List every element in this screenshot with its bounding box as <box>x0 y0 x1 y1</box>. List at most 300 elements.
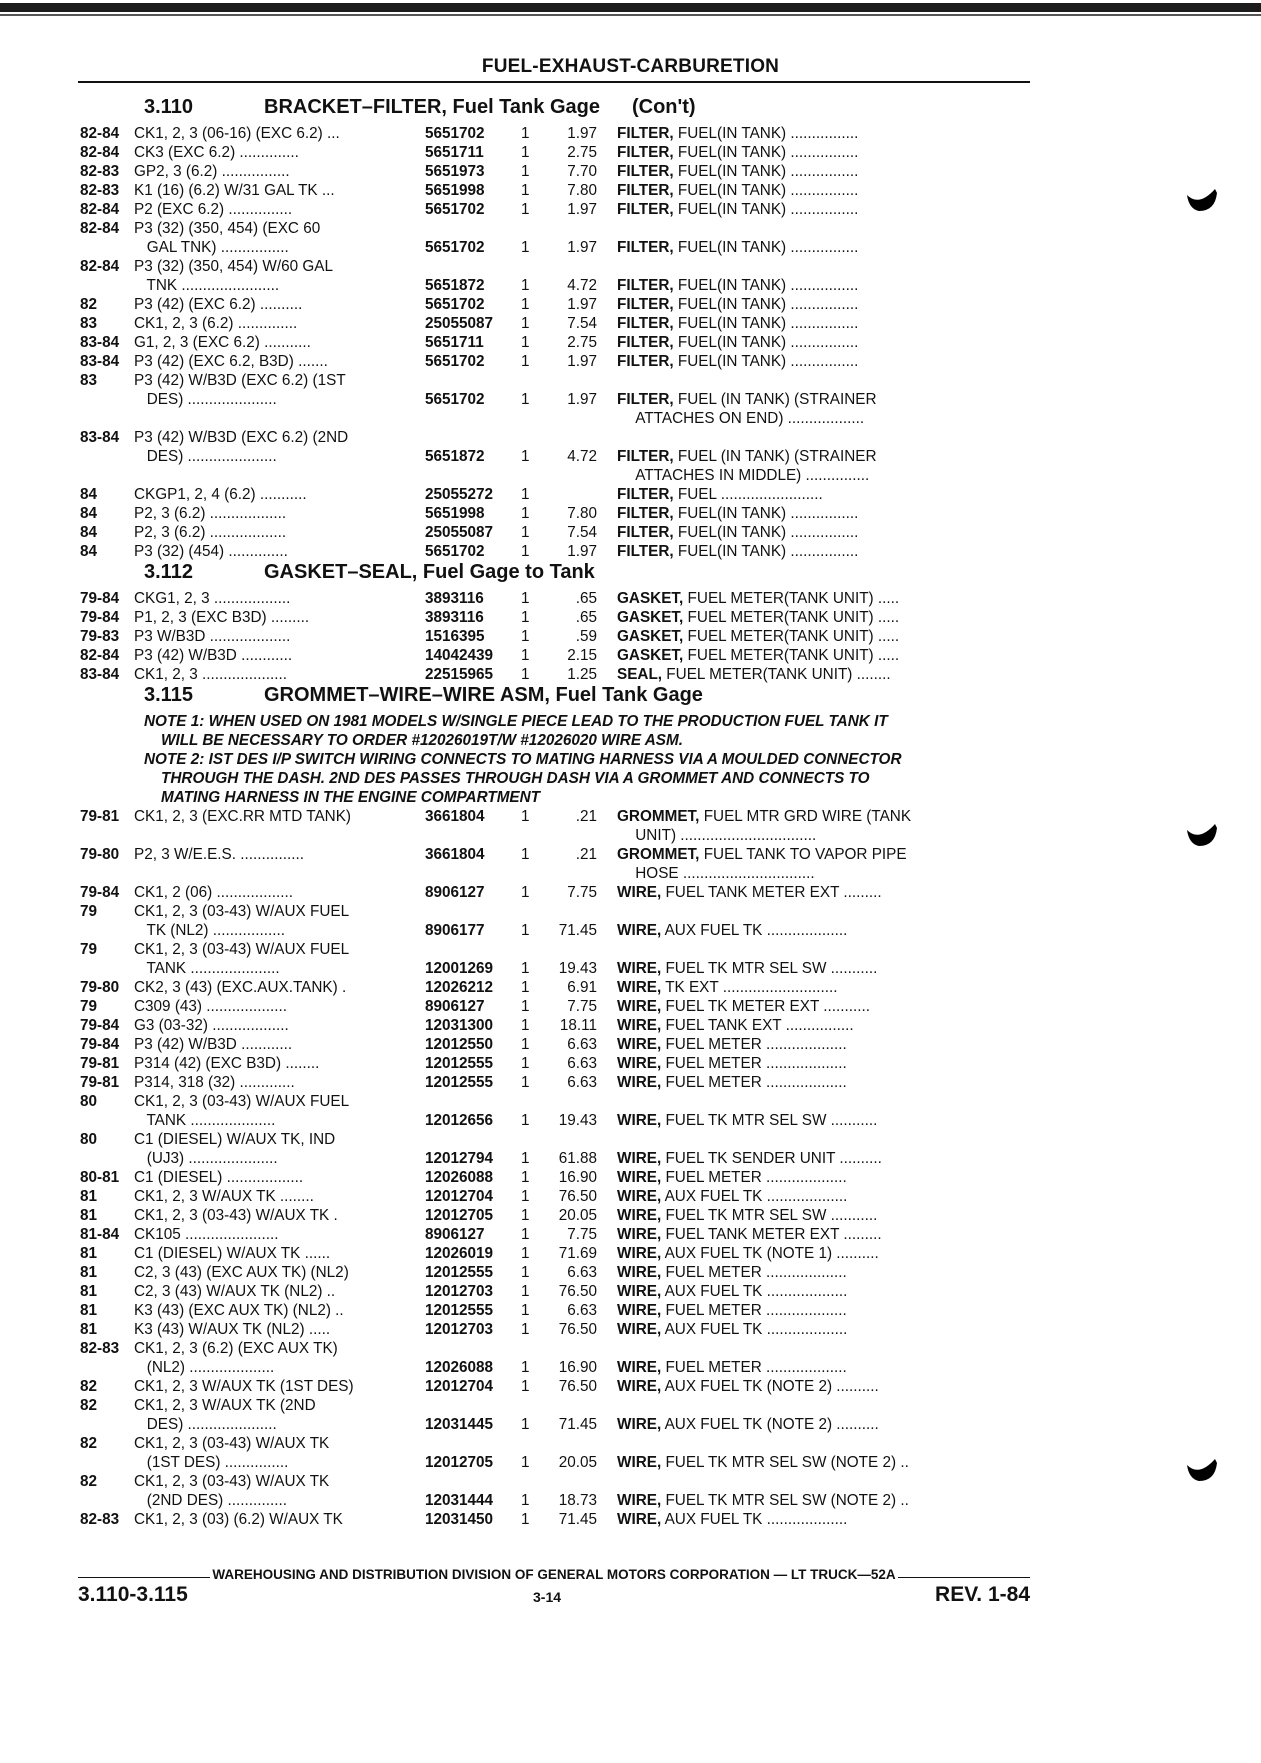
description-text: FUEL TANK METER EXT ......... <box>665 884 882 901</box>
description-label: WIRE, <box>617 1321 662 1338</box>
description-label: WIRE, <box>617 1454 662 1471</box>
table-row <box>80 143 1030 162</box>
model-years <box>80 1149 134 1168</box>
table-row <box>80 485 1030 504</box>
table-row <box>80 1339 1030 1358</box>
model-years <box>80 826 134 845</box>
part-number <box>425 428 507 447</box>
part-number: 12012704 <box>425 1378 494 1395</box>
description-label: GASKET, <box>617 628 684 645</box>
application: (UJ3) ..................... <box>134 1150 278 1167</box>
table-row <box>80 428 1030 447</box>
application: CK105 ...................... <box>134 1226 279 1243</box>
part-number: 12012705 <box>425 1454 494 1471</box>
part-number <box>425 257 507 276</box>
part-number: 5651998 <box>425 182 485 199</box>
application <box>134 826 425 845</box>
table-row <box>80 1073 1030 1092</box>
table-row <box>80 959 1030 978</box>
part-number <box>425 1396 507 1415</box>
description-label: FILTER, <box>617 486 674 503</box>
quantity <box>507 1472 547 1491</box>
description-label: FILTER, <box>617 277 674 294</box>
application: (NL2) .................... <box>134 1359 275 1376</box>
application <box>134 864 425 883</box>
application: CK1, 2, 3 (6.2) (EXC AUX TK) <box>134 1340 338 1357</box>
application: C2, 3 (43) W/AUX TK (NL2) .. <box>134 1283 336 1300</box>
application: P1, 2, 3 (EXC B3D) ......... <box>134 609 310 626</box>
price: 71.45 <box>558 1511 597 1528</box>
model-years: 81 <box>80 1264 98 1281</box>
description-label: WIRE, <box>617 960 662 977</box>
quantity: 1 <box>521 628 530 645</box>
price <box>547 902 617 921</box>
section-number: 3.110 <box>144 96 193 118</box>
section-continued: (Con't) <box>631 96 696 118</box>
quantity: 1 <box>521 1036 530 1053</box>
description <box>617 485 1030 504</box>
part-number <box>425 902 507 921</box>
price: 1.97 <box>567 353 597 370</box>
description <box>617 959 1030 978</box>
quantity: 1 <box>521 922 530 939</box>
description <box>617 162 1030 181</box>
description <box>617 826 1030 845</box>
quantity: 1 <box>521 315 530 332</box>
description-label: WIRE, <box>617 1511 662 1528</box>
table-row <box>80 1282 1030 1301</box>
model-years: 80 <box>80 1131 98 1148</box>
application: P3 (42) W/B3D ............ <box>134 1036 293 1053</box>
table-row <box>80 504 1030 523</box>
quantity: 1 <box>521 1207 530 1224</box>
footer-bottom <box>78 1583 1030 1607</box>
price: 16.90 <box>558 1359 597 1376</box>
description <box>617 1415 1030 1434</box>
part-number <box>425 1092 507 1111</box>
price: 1.97 <box>567 391 597 408</box>
footer-rule-right <box>898 1577 1030 1578</box>
application: DES) ..................... <box>134 448 277 465</box>
quantity: 1 <box>521 125 530 142</box>
description <box>617 1491 1030 1510</box>
price: 6.63 <box>567 1074 597 1091</box>
footer-text: WAREHOUSING AND DISTRIBUTION DIVISION OF GENERAL MOTORS CORPORATION — LT TRUCK—52A <box>212 1567 896 1582</box>
model-years: 82 <box>80 1435 98 1452</box>
table-row <box>80 1377 1030 1396</box>
table-row <box>80 1320 1030 1339</box>
price: 16.90 <box>558 1169 597 1186</box>
binder-tab-icon <box>1185 820 1219 850</box>
description-label: FILTER, <box>617 448 674 465</box>
section-heading <box>80 96 1030 124</box>
quantity: 1 <box>521 448 530 465</box>
application: GP2, 3 (6.2) ................ <box>134 163 290 180</box>
application: C1 (DIESEL) W/AUX TK, IND <box>134 1131 336 1148</box>
application: CK1, 2, 3 (6.2) .............. <box>134 315 298 332</box>
description-label: GROMMET, <box>617 846 700 863</box>
description-label: WIRE, <box>617 1207 662 1224</box>
description <box>617 1301 1030 1320</box>
quantity: 1 <box>521 1511 530 1528</box>
description <box>617 181 1030 200</box>
description <box>617 1073 1030 1092</box>
price: 6.63 <box>567 1302 597 1319</box>
price: 4.72 <box>567 277 597 294</box>
table-row <box>80 390 1030 409</box>
description <box>617 589 1030 608</box>
price: 6.63 <box>567 1055 597 1072</box>
quantity: 1 <box>521 201 530 218</box>
table-row <box>80 542 1030 561</box>
price: 7.54 <box>567 315 597 332</box>
model-years: 81 <box>80 1283 98 1300</box>
part-number <box>425 1472 507 1491</box>
table-row <box>80 295 1030 314</box>
price <box>547 409 617 428</box>
description-text: FUEL MTR GRD WIRE (TANK <box>703 808 912 825</box>
description-text: ATTACHES ON END) .................. <box>635 410 865 427</box>
application: CK1, 2, 3 (06-16) (EXC 6.2) ... <box>134 125 340 142</box>
price: 1.97 <box>567 543 597 560</box>
application: G1, 2, 3 (EXC 6.2) ........... <box>134 334 311 351</box>
description-text: AUX FUEL TK (NOTE 1) .......... <box>664 1245 879 1262</box>
table-row <box>80 1472 1030 1491</box>
description-label: FILTER, <box>617 543 674 560</box>
quantity: 1 <box>521 391 530 408</box>
application: TANK ..................... <box>134 960 280 977</box>
price: 20.05 <box>558 1454 597 1471</box>
application: TK (NL2) ................. <box>134 922 286 939</box>
price: 71.45 <box>558 1416 597 1433</box>
description-label: WIRE, <box>617 922 662 939</box>
quantity: 1 <box>521 960 530 977</box>
description-label: WIRE, <box>617 1017 662 1034</box>
description <box>617 371 1030 390</box>
description-label: GASKET, <box>617 590 684 607</box>
table-row <box>80 1358 1030 1377</box>
description-label: WIRE, <box>617 1416 662 1433</box>
model-years: 79-84 <box>80 1017 120 1034</box>
description <box>617 665 1030 684</box>
part-number: 12031300 <box>425 1017 494 1034</box>
price: 1.97 <box>567 296 597 313</box>
quantity: 1 <box>521 979 530 996</box>
description <box>617 1168 1030 1187</box>
description-text: AUX FUEL TK ................... <box>664 922 848 939</box>
application: P3 (42) (EXC 6.2, B3D) ....... <box>134 353 328 370</box>
application: P3 (42) (EXC 6.2) .......... <box>134 296 303 313</box>
model-years: 79-84 <box>80 1036 120 1053</box>
description-text: FUEL METER ................... <box>665 1036 847 1053</box>
description <box>617 276 1030 295</box>
note-line: THROUGH THE DASH. 2ND DES PASSES THROUGH DASH VIA A GROMMET AND CONNECTS TO <box>144 770 870 787</box>
description <box>617 1434 1030 1453</box>
part-number: 5651998 <box>425 505 485 522</box>
table-row <box>80 978 1030 997</box>
description <box>617 845 1030 864</box>
parts-listing <box>80 96 1030 1529</box>
table-row <box>80 333 1030 352</box>
model-years: 82-84 <box>80 144 120 161</box>
part-number: 22515965 <box>425 666 494 683</box>
model-years: 79-84 <box>80 609 120 626</box>
note-line: NOTE 1: WHEN USED ON 1981 MODELS W/SINGLE PIECE LEAD TO THE PRODUCTION FUEL TANK IT <box>144 713 888 730</box>
description-label: FILTER, <box>617 125 674 142</box>
table-row <box>80 314 1030 333</box>
description-label: SEAL, <box>617 666 663 683</box>
model-years <box>80 1453 134 1472</box>
description-label: WIRE, <box>617 1245 662 1262</box>
model-years: 79-81 <box>80 1055 120 1072</box>
application: K1 (16) (6.2) W/31 GAL TK ... <box>134 182 335 199</box>
application: CK1, 2, 3 (03-43) W/AUX TK <box>134 1473 330 1490</box>
description <box>617 1358 1030 1377</box>
part-number <box>425 409 507 428</box>
description <box>617 1472 1030 1491</box>
table-row <box>80 219 1030 238</box>
quantity: 1 <box>521 524 530 541</box>
table-row <box>80 181 1030 200</box>
part-number: 8906127 <box>425 884 485 901</box>
application: CK1, 2, 3 W/AUX TK (2ND <box>134 1397 316 1414</box>
price: 20.05 <box>558 1207 597 1224</box>
description-label: WIRE, <box>617 979 662 996</box>
description-text: FUEL METER ................... <box>665 1264 847 1281</box>
part-number: 12012555 <box>425 1264 494 1281</box>
description-label: WIRE, <box>617 998 662 1015</box>
application: P3 W/B3D ................... <box>134 628 291 645</box>
application: CK1, 2, 3 (03-43) W/AUX FUEL <box>134 903 350 920</box>
description-text: FUEL METER ................... <box>665 1302 847 1319</box>
page-number: 3-14 <box>533 1589 562 1605</box>
model-years: 84 <box>80 524 98 541</box>
model-years: 81-84 <box>80 1226 120 1243</box>
description <box>617 238 1030 257</box>
description-label: GROMMET, <box>617 808 700 825</box>
description <box>617 940 1030 959</box>
description-text: FUEL(IN TANK) ................ <box>677 543 859 560</box>
quantity: 1 <box>521 1245 530 1262</box>
part-number: 12031445 <box>425 1416 494 1433</box>
quantity <box>507 219 547 238</box>
model-years: 81 <box>80 1245 98 1262</box>
part-number: 12012656 <box>425 1112 494 1129</box>
description <box>617 352 1030 371</box>
description <box>617 1263 1030 1282</box>
description-text: FUEL (IN TANK) (STRAINER <box>677 391 877 408</box>
table-row <box>80 523 1030 542</box>
application: C309 (43) ................... <box>134 998 288 1015</box>
price: 76.50 <box>558 1321 597 1338</box>
price: .65 <box>575 609 597 626</box>
quantity: 1 <box>521 182 530 199</box>
application: P3 (32) (350, 454) W/60 GAL <box>134 258 333 275</box>
table-row <box>80 826 1030 845</box>
model-years: 82-83 <box>80 1511 120 1528</box>
table-row <box>80 257 1030 276</box>
quantity: 1 <box>521 505 530 522</box>
part-number: 12026019 <box>425 1245 494 1262</box>
application: C1 (DIESEL) W/AUX TK ...... <box>134 1245 331 1262</box>
application: CK1, 2, 3 (03) (6.2) W/AUX TK <box>134 1511 343 1528</box>
table-row <box>80 1206 1030 1225</box>
model-years: 80-81 <box>80 1169 120 1186</box>
section-number: 3.115 <box>144 684 193 706</box>
description-text: FUEL METER(TANK UNIT) ........ <box>666 666 891 683</box>
description-label: GASKET, <box>617 609 684 626</box>
application: CK1, 2, 3 (EXC.RR MTD TANK) <box>134 808 352 825</box>
model-years: 79-81 <box>80 808 120 825</box>
description-label: FILTER, <box>617 353 674 370</box>
price: 76.50 <box>558 1378 597 1395</box>
part-number: 5651711 <box>425 334 484 351</box>
top-border-thin <box>0 14 1261 16</box>
quantity: 1 <box>521 296 530 313</box>
description-text: UNIT) ................................ <box>635 827 817 844</box>
table-row <box>80 1510 1030 1529</box>
price: 19.43 <box>558 960 597 977</box>
description-text: AUX FUEL TK ................... <box>664 1321 848 1338</box>
description-text: FUEL TK MTR SEL SW ........... <box>665 1112 878 1129</box>
model-years <box>80 864 134 883</box>
part-number: 25055272 <box>425 486 494 503</box>
price <box>547 1339 617 1358</box>
price: 76.50 <box>558 1283 597 1300</box>
price: 7.75 <box>567 884 597 901</box>
description-text: FUEL METER(TANK UNIT) ..... <box>687 590 900 607</box>
price: 76.50 <box>558 1188 597 1205</box>
model-years: 81 <box>80 1207 98 1224</box>
section-number: 3.112 <box>144 561 193 583</box>
description <box>617 143 1030 162</box>
description <box>617 1244 1030 1263</box>
quantity: 1 <box>521 609 530 626</box>
table-row <box>80 1491 1030 1510</box>
quantity <box>507 1396 547 1415</box>
application: DES) ..................... <box>134 391 277 408</box>
application: P3 (42) W/B3D (EXC 6.2) (2ND <box>134 429 349 446</box>
description <box>617 864 1030 883</box>
table-row <box>80 807 1030 826</box>
part-number: 25055087 <box>425 315 494 332</box>
binder-tab-icon <box>1185 1455 1219 1485</box>
model-years: 79-84 <box>80 884 120 901</box>
description-text: AUX FUEL TK ................... <box>664 1511 848 1528</box>
table-row <box>80 627 1030 646</box>
part-number: 14042439 <box>425 647 494 664</box>
part-number: 3893116 <box>425 590 484 607</box>
model-years: 82 <box>80 1473 98 1490</box>
description-label: WIRE, <box>617 1169 662 1186</box>
description-label: FILTER, <box>617 163 674 180</box>
quantity: 1 <box>521 334 530 351</box>
part-number: 5651702 <box>425 125 485 142</box>
quantity <box>507 1434 547 1453</box>
model-years: 82-84 <box>80 125 120 142</box>
quantity: 1 <box>521 1055 530 1072</box>
description <box>617 295 1030 314</box>
quantity: 1 <box>521 1283 530 1300</box>
description <box>617 1206 1030 1225</box>
table-row <box>80 1130 1030 1149</box>
description <box>617 1225 1030 1244</box>
description-text: FUEL(IN TANK) ................ <box>677 277 859 294</box>
application: CK1, 2, 3 (03-43) W/AUX TK . <box>134 1207 338 1224</box>
table-row <box>80 1149 1030 1168</box>
part-number: 12026212 <box>425 979 494 996</box>
model-years <box>80 959 134 978</box>
application: C2, 3 (43) (EXC AUX TK) (NL2) <box>134 1264 349 1281</box>
price <box>547 466 617 485</box>
application: CK1, 2 (06) .................. <box>134 884 293 901</box>
quantity: 1 <box>521 1150 530 1167</box>
application: CK1, 2, 3 .................... <box>134 666 288 683</box>
description-label: WIRE, <box>617 884 662 901</box>
description <box>617 608 1030 627</box>
table-row <box>80 1396 1030 1415</box>
quantity: 1 <box>521 1321 530 1338</box>
part-number: 12012555 <box>425 1055 494 1072</box>
table-row <box>80 1035 1030 1054</box>
description-text: FUEL(IN TANK) ................ <box>677 353 859 370</box>
section-title: GROMMET–WIRE–WIRE ASM, Fuel Tank Gage <box>264 684 703 706</box>
price: .21 <box>575 808 597 825</box>
table-row <box>80 997 1030 1016</box>
description-label: WIRE, <box>617 1492 662 1509</box>
quantity: 1 <box>521 1017 530 1034</box>
note-line: MATING HARNESS IN THE ENGINE COMPARTMENT <box>144 789 541 806</box>
description-text: FUEL TK MTR SEL SW ........... <box>665 1207 878 1224</box>
price <box>547 1434 617 1453</box>
quantity <box>507 826 547 845</box>
price <box>547 1472 617 1491</box>
table-row <box>80 1434 1030 1453</box>
description-label: WIRE, <box>617 1264 662 1281</box>
model-years: 82-84 <box>80 220 120 237</box>
price: 18.73 <box>558 1492 597 1509</box>
part-number: 12012703 <box>425 1283 494 1300</box>
price: 1.97 <box>567 239 597 256</box>
description-text: FUEL TK SENDER UNIT .......... <box>665 1150 882 1167</box>
price: .65 <box>575 590 597 607</box>
quantity <box>507 1092 547 1111</box>
description-text: FUEL(IN TANK) ................ <box>677 201 859 218</box>
quantity <box>507 1130 547 1149</box>
application: TANK .................... <box>134 1112 276 1129</box>
description <box>617 257 1030 276</box>
description-label: WIRE, <box>617 1055 662 1072</box>
description-text: FUEL(IN TANK) ................ <box>677 334 859 351</box>
quantity: 1 <box>521 1416 530 1433</box>
table-row <box>80 200 1030 219</box>
table-row <box>80 276 1030 295</box>
price: .21 <box>575 846 597 863</box>
section-title: BRACKET–FILTER, Fuel Tank Gage <box>264 96 600 118</box>
description-text: FUEL TANK METER EXT ......... <box>665 1226 882 1243</box>
model-years: 81 <box>80 1302 98 1319</box>
quantity: 1 <box>521 1492 530 1509</box>
description-text: FUEL(IN TANK) ................ <box>677 144 859 161</box>
price <box>547 940 617 959</box>
description-text: FUEL METER ................... <box>665 1055 847 1072</box>
table-row <box>80 1225 1030 1244</box>
table-row <box>80 608 1030 627</box>
footer-publisher <box>78 1567 1030 1582</box>
part-number: 12012555 <box>425 1302 494 1319</box>
table-row <box>80 902 1030 921</box>
description-label: FILTER, <box>617 296 674 313</box>
